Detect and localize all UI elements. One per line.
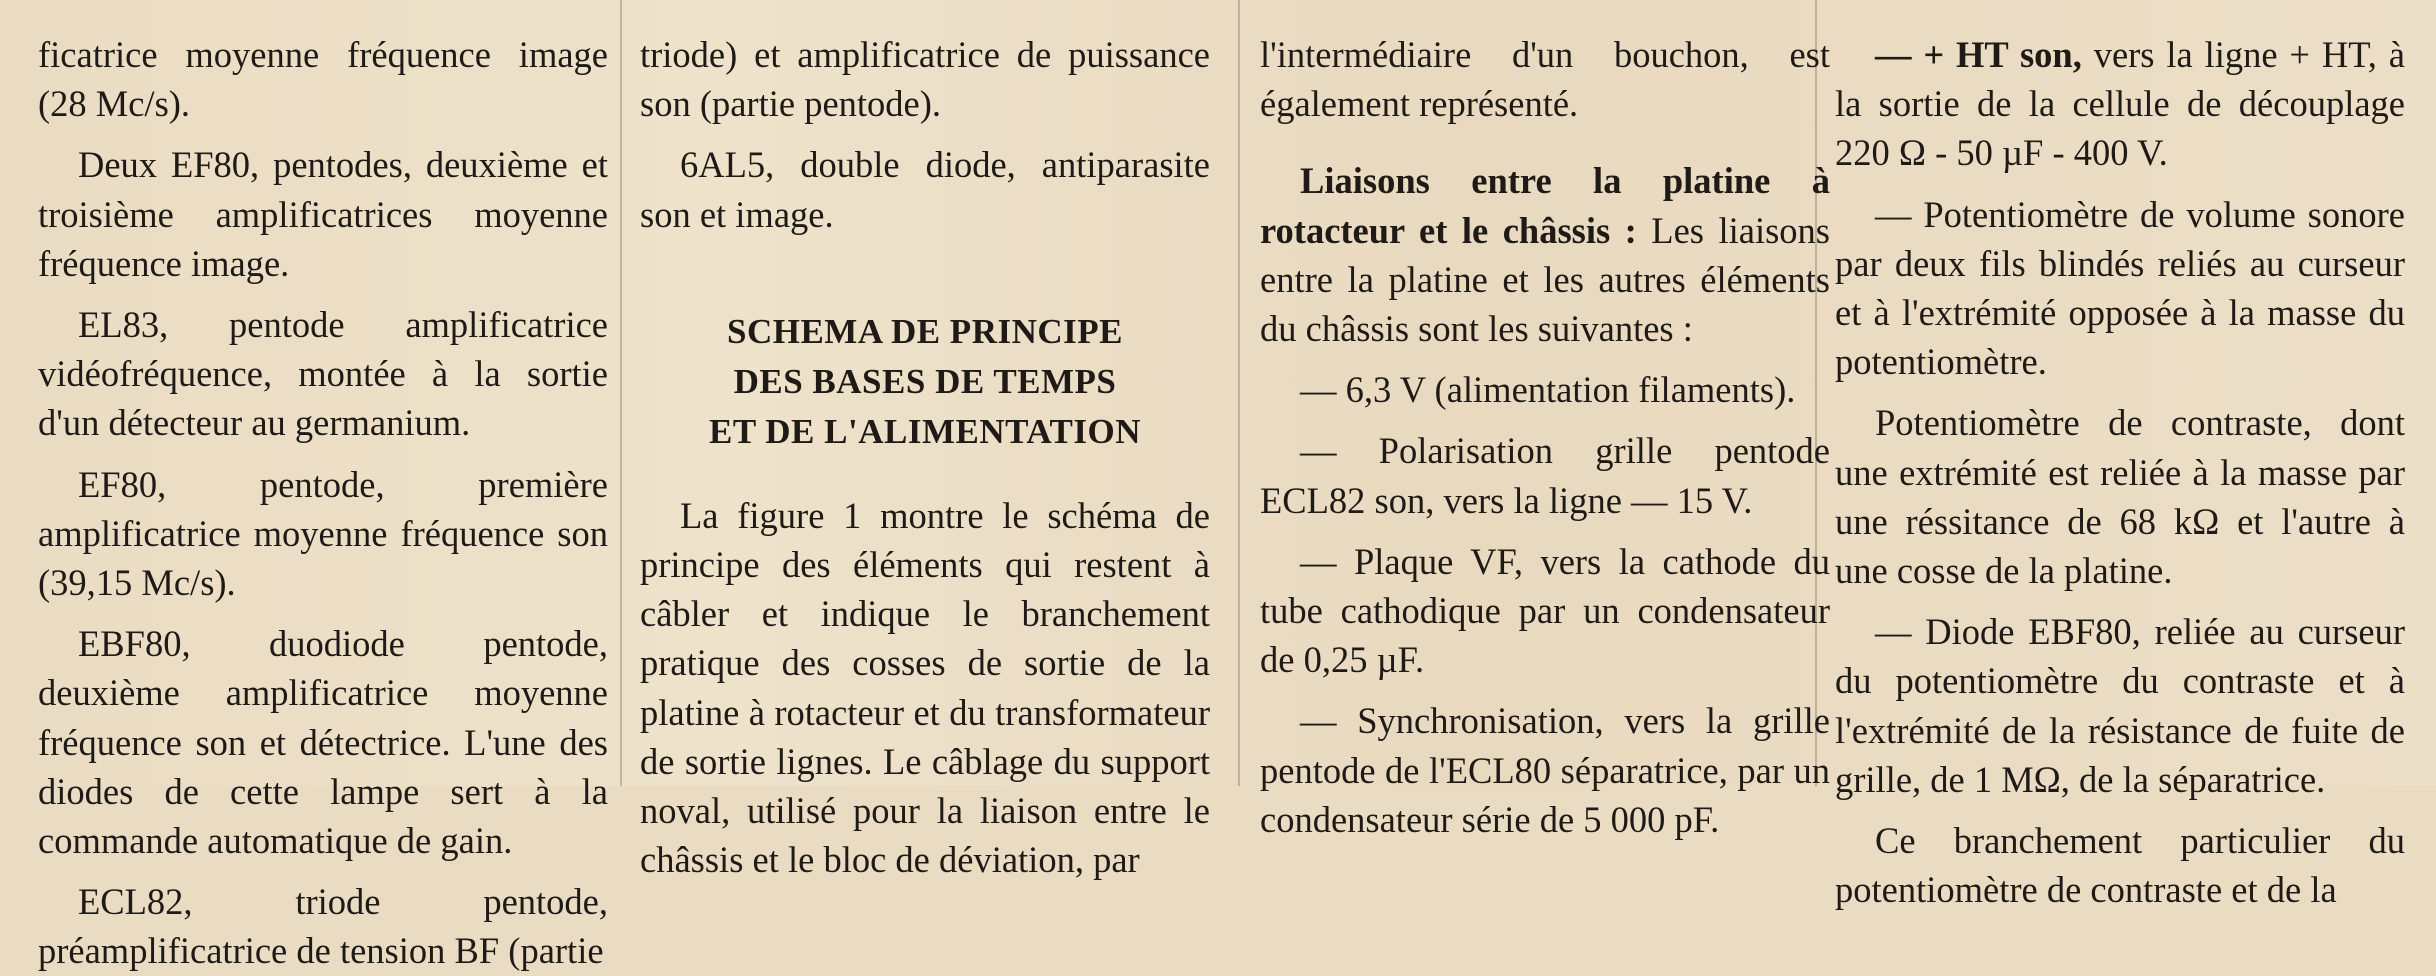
paragraph: triode) et amplificatrice de puissance son (partie pentode).	[640, 34, 1210, 125]
paragraph: — Diode EBF80, reliée au curseur du potentiomètre du contraste et à l'extrémité de la résistance de fuite de grille, de 1 MΩ, de la séparatrice.	[1835, 611, 2405, 800]
paragraph-text: Les liaisons entre la platine et les autres éléments du châssis sont les suivantes :	[1260, 209, 1830, 350]
text-column-1	[38, 30, 608, 976]
paragraph: Ce branchement particulier du potentiomètre de contraste et de la	[1835, 820, 2405, 911]
heading-line: DES BASES DE TEMPS	[733, 361, 1117, 401]
text-column-4	[1835, 30, 2405, 914]
paragraph: EBF80, duodiode pentode, deuxième amplificatrice moyenne fréquence son et détectrice. L'une des diodes de cette lampe sert à la commande automatique de gain.	[38, 623, 608, 862]
paragraph: — Potentiomètre de volume sonore par deux fils blindés reliés au curseur et à l'extrémité opposée à la masse du potentiomètre.	[1835, 193, 2405, 383]
heading-line: SCHEMA DE PRINCIPE	[727, 311, 1123, 351]
paragraph: EF80, pentode, première amplificatrice moyenne fréquence son (39,15 Mc/s).	[38, 463, 608, 604]
paragraph: l'intermédiaire d'un bouchon, est également représenté.	[1260, 34, 1830, 125]
text-column-3	[1260, 30, 1830, 844]
subsection-paragraph	[1260, 156, 1830, 353]
paragraph: — Synchronisation, vers la grille pentode de l'ECL80 séparatrice, par un condensateur série de 5 000 pF.	[1260, 700, 1830, 840]
paragraph	[1835, 30, 2405, 178]
paragraph: — 6,3 V (alimentation filaments).	[1300, 369, 1796, 411]
paragraph-text: vers la ligne + HT, à la sortie de la cellule de découplage 220 Ω - 50 µF - 400 V.	[1835, 34, 2405, 174]
paragraph: Deux EF80, pentodes, deuxième et troisième amplificatrices moyenne fréquence image.	[38, 144, 608, 284]
paragraph: La figure 1 montre le schéma de principe des éléments qui restent à câbler et indique le branchement pratique des cosses de sortie de la platine à rotacteur et du transformateur de sortie lignes. Le câblage du support noval, utilisé pour la liaison entre le châssis et le bloc de déviation, par	[640, 494, 1210, 881]
paragraph: — Plaque VF, vers la cathode du tube cathodique par un condensateur de 0,25 µF.	[1260, 540, 1830, 681]
paragraph: — Polarisation grille pentode ECL82 son, vers la ligne — 15 V.	[1260, 430, 1830, 521]
bold-lead: — + HT son,	[1875, 34, 2082, 75]
subsection-title: Liaisons entre la platine à rotacteur et le châssis :	[1260, 160, 1830, 251]
heading-line: ET DE L'ALIMENTATION	[708, 411, 1142, 451]
paragraph: EL83, pentode amplificatrice vidéofréquence, montée à la sortie d'un détecteur au germanium.	[38, 304, 608, 444]
paragraph: ficatrice moyenne fréquence image (28 Mc/s).	[38, 34, 608, 125]
text-column-2	[640, 30, 1210, 884]
paragraph: Potentiomètre de contraste, dont une extrémité est reliée à la masse par une réssitance de 68 kΩ et l'autre à une cosse de la platine.	[1835, 402, 2405, 592]
column-divider	[620, 0, 622, 786]
section-heading	[640, 307, 1210, 457]
paragraph: 6AL5, double diode, antiparasite son et image.	[640, 144, 1210, 235]
column-divider	[1238, 0, 1240, 786]
paragraph: ECL82, triode pentode, préamplificatrice de tension BF (partie	[38, 881, 608, 972]
